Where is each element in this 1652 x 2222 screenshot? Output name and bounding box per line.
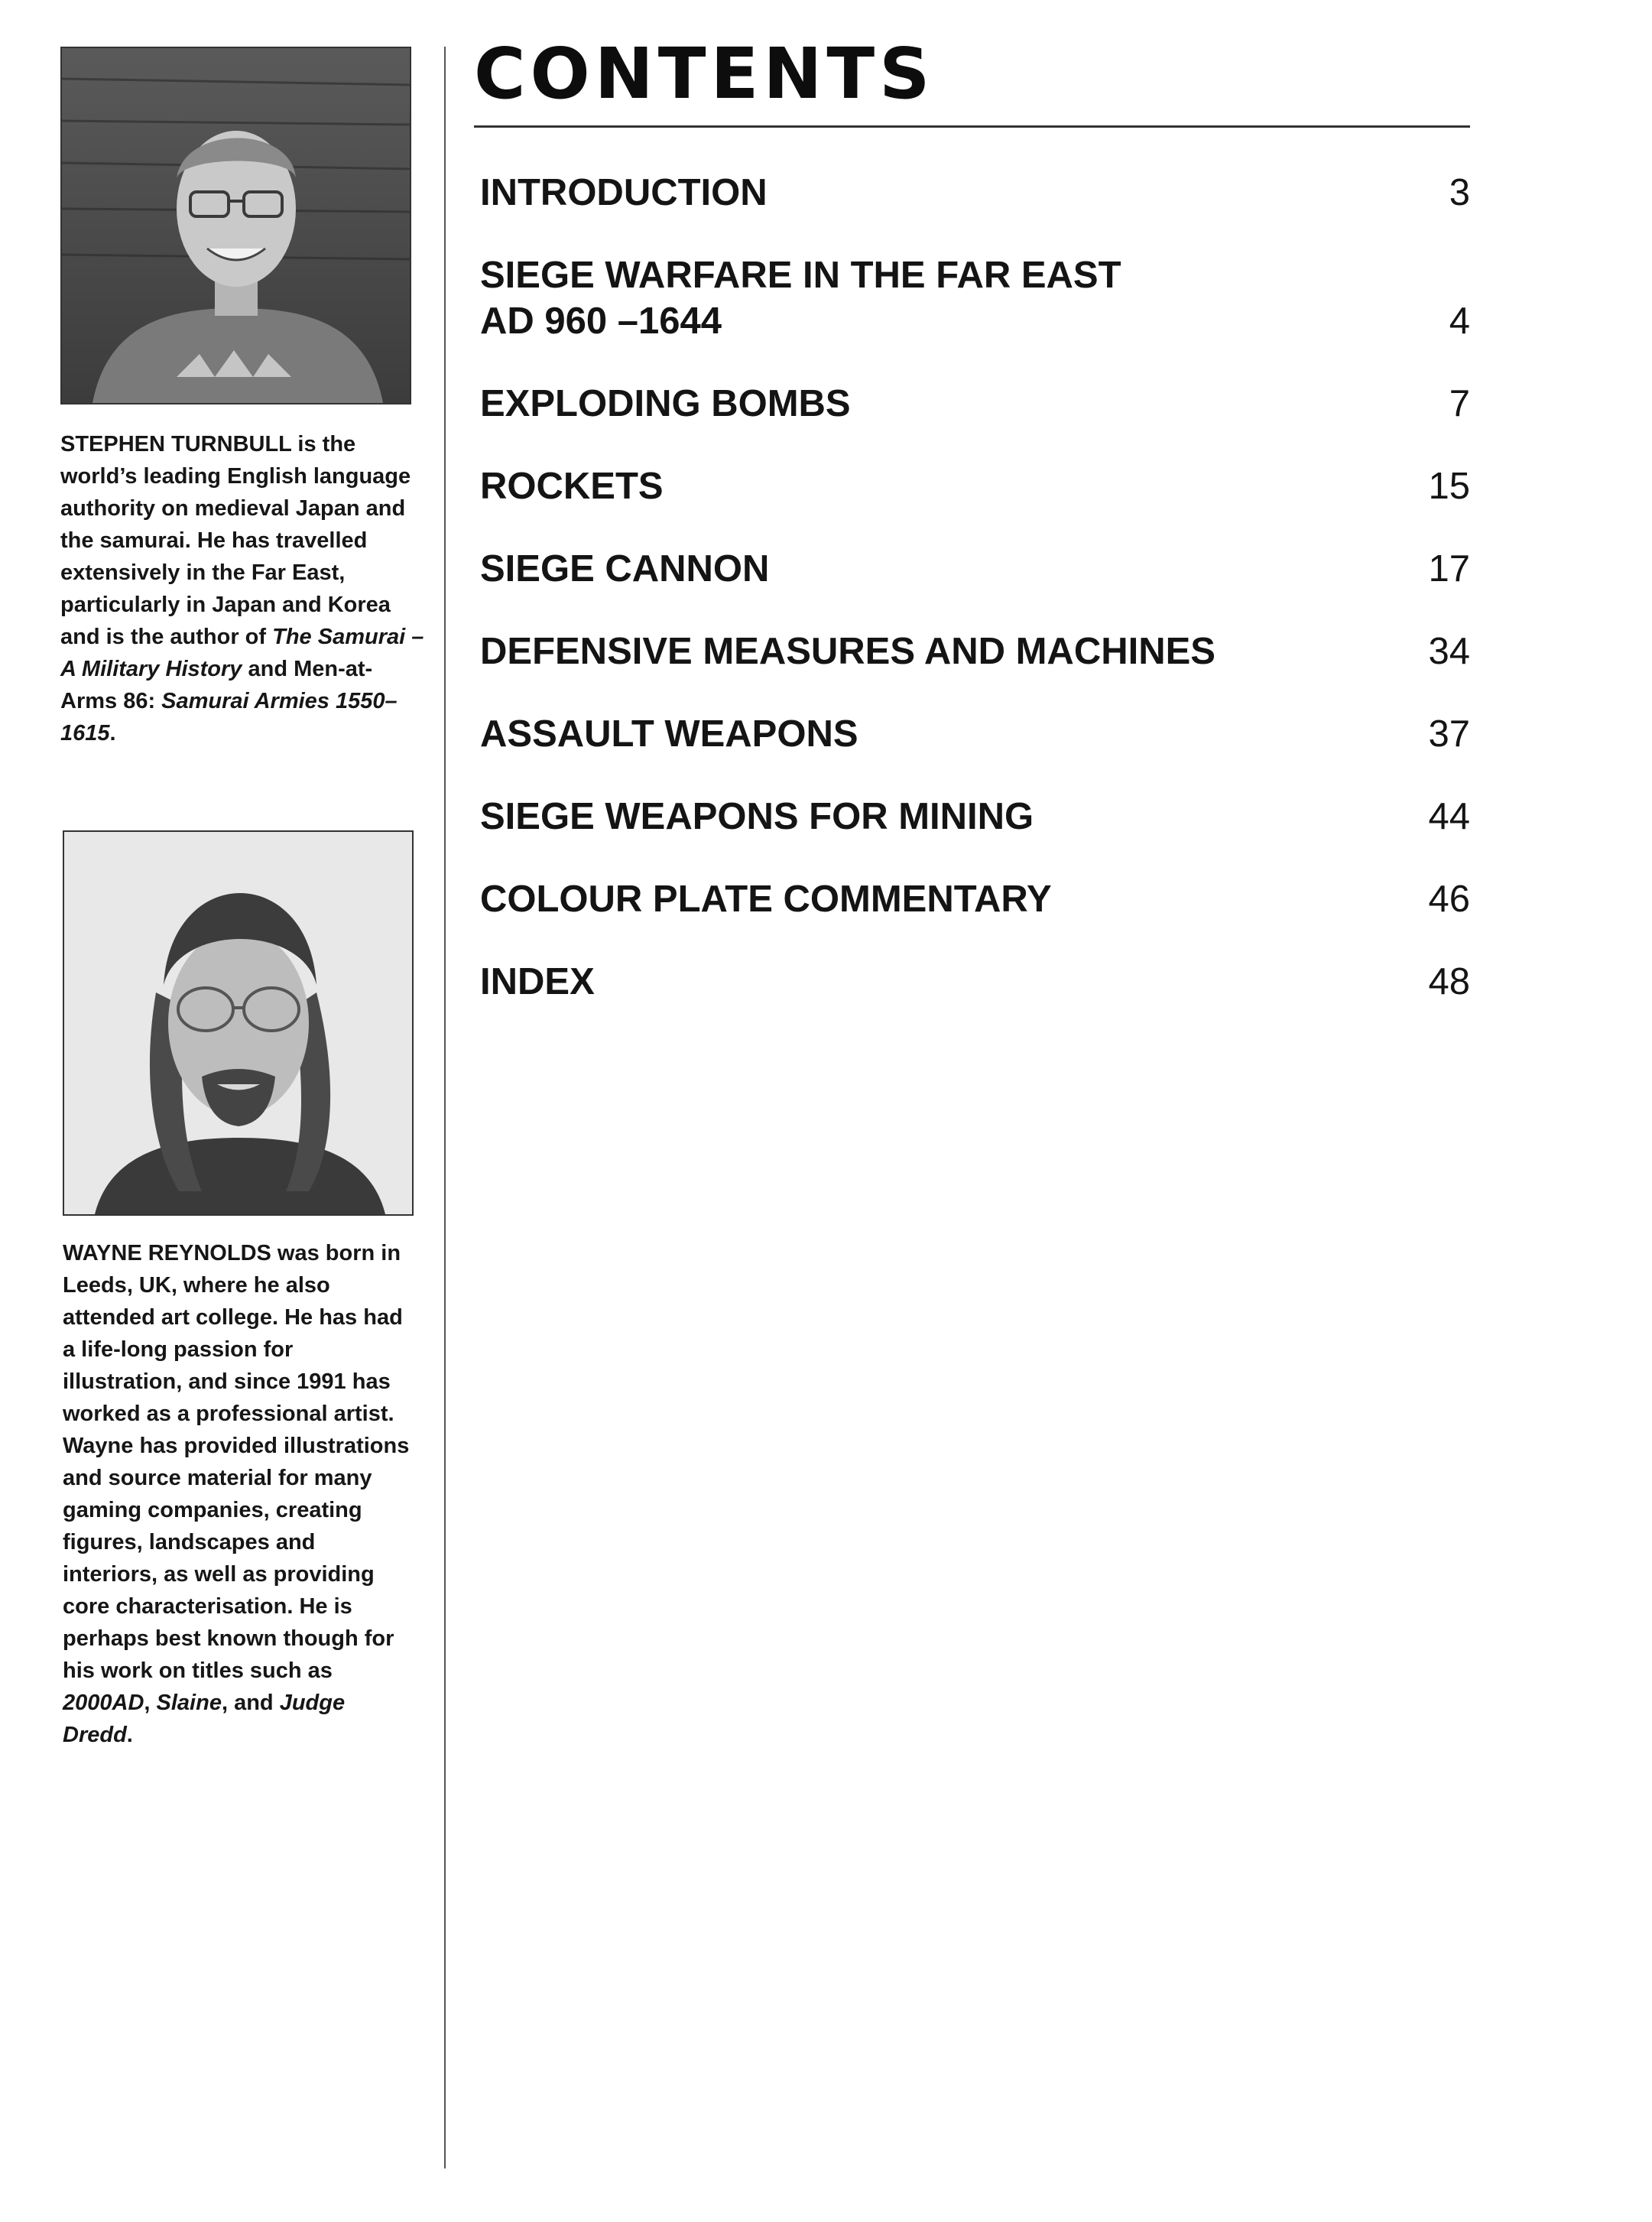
toc-page-exploding-bombs: 7 <box>1449 383 1470 424</box>
author-bio-stephen-turnbull <box>60 428 427 749</box>
author-bio-wayne-reynolds <box>63 1237 414 1751</box>
toc-page-introduction: 3 <box>1449 172 1470 213</box>
bio-text-run: , <box>144 1691 157 1715</box>
toc-page-rockets: 15 <box>1428 466 1470 507</box>
toc-entry-defensive-measures[interactable]: DEFENSIVE MEASURES AND MACHINES <box>480 631 1215 672</box>
toc-entry-siege-warfare-line2[interactable]: AD 960 –1644 <box>480 300 722 342</box>
toc-entry-rockets[interactable]: ROCKETS <box>480 466 664 507</box>
toc-entry-assault-weapons[interactable]: ASSAULT WEAPONS <box>480 713 858 755</box>
toc-page-siege-cannon: 17 <box>1428 548 1470 590</box>
toc-entry-index[interactable]: INDEX <box>480 961 595 1002</box>
bio-text-run: Samurai Armies 1550–1615 <box>60 689 398 746</box>
toc-page-defensive-measures: 34 <box>1428 631 1470 672</box>
bio-text-run: The Samurai – A Military History <box>60 625 424 681</box>
column-divider <box>444 47 446 2168</box>
toc-entry-siege-cannon[interactable]: SIEGE CANNON <box>480 548 770 590</box>
bio-text-run: , and <box>221 1691 280 1715</box>
author-photo-wayne-reynolds <box>63 830 414 1216</box>
toc-page-colour-plate-commentary: 46 <box>1428 879 1470 920</box>
bio-text-run: Judge Dredd <box>63 1691 346 1747</box>
toc-page-siege-weapons-mining: 44 <box>1428 796 1470 837</box>
toc-entry-siege-warfare[interactable]: SIEGE WARFARE IN THE FAR EAST <box>480 255 1121 296</box>
bio-text-run: Slaine <box>156 1691 222 1715</box>
toc-entry-exploding-bombs[interactable]: EXPLODING BOMBS <box>480 383 851 424</box>
bio-text-run: 2000AD <box>63 1691 144 1715</box>
page-title: CONTENTS <box>474 33 935 115</box>
toc-page-index: 48 <box>1428 961 1470 1002</box>
toc-entry-siege-weapons-mining[interactable]: SIEGE WEAPONS FOR MINING <box>480 796 1034 837</box>
bio-text-run: . <box>109 721 116 746</box>
bio-text-run: and Men-at-Arms 86: <box>60 657 373 713</box>
bio-text-run: STEPHEN TURNBULL is the world’s leading English language authority on medieval Japan and the samurai. He has travelled extensively in the Far East, particularly in Japan and Korea and is the author of <box>60 432 411 649</box>
toc-entry-colour-plate-commentary[interactable]: COLOUR PLATE COMMENTARY <box>480 879 1052 920</box>
bio-text-run: . <box>126 1723 133 1747</box>
title-rule <box>474 125 1470 128</box>
toc-page-assault-weapons: 37 <box>1428 713 1470 755</box>
toc-entry-introduction[interactable]: INTRODUCTION <box>480 172 768 213</box>
author-photo-stephen-turnbull <box>60 47 411 404</box>
bio-text-run: WAYNE REYNOLDS was born in Leeds, UK, where he also attended art college. He has had a life-long passion for illustration, and since 1991 has worked as a professional artist. Wayne has provided illustrations and source material for many gaming companies, creating figures, landscapes and interiors, as well as providing core characterisation. He is perhaps best known though for his work on titles such as <box>63 1241 410 1683</box>
toc-page-siege-warfare: 4 <box>1449 300 1470 342</box>
